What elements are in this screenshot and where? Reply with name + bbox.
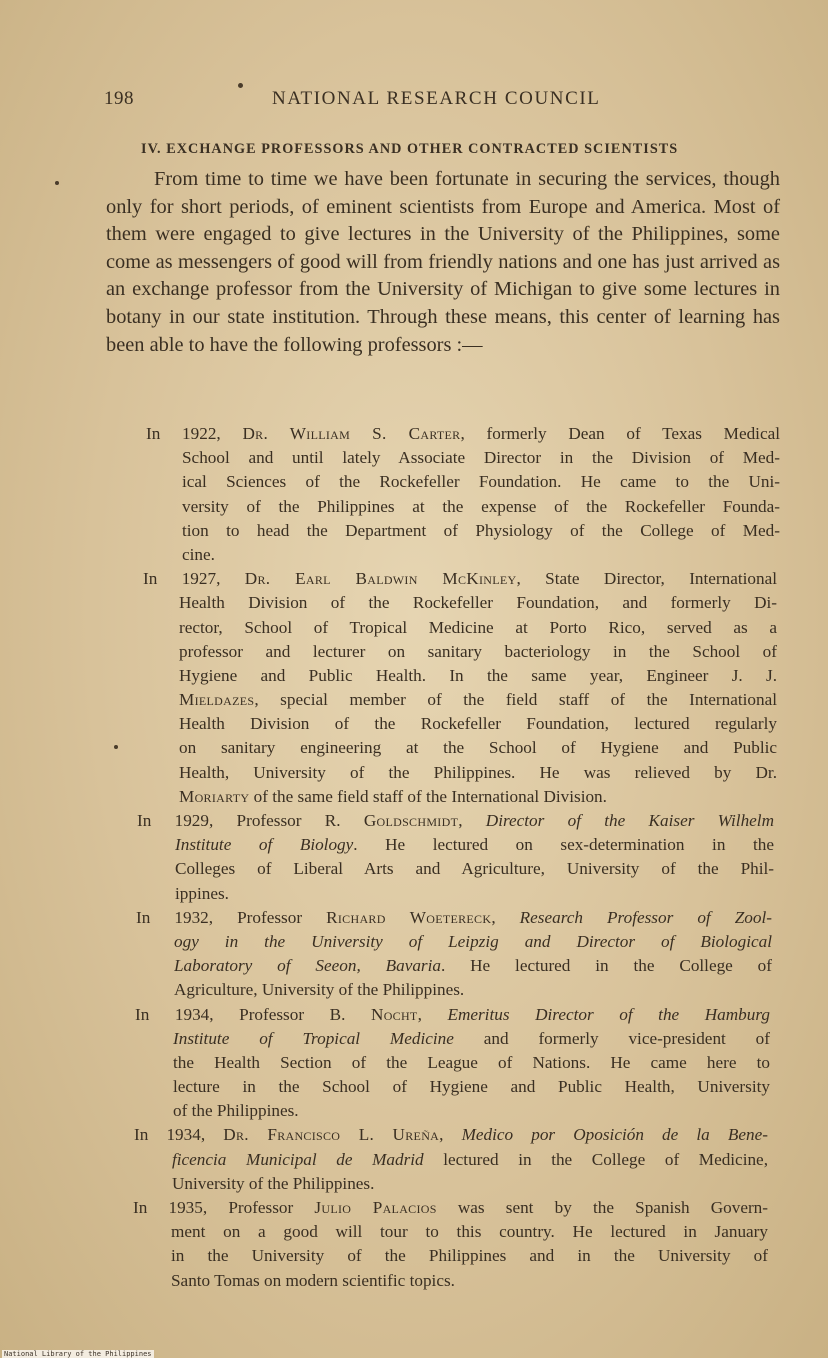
entry-text: cine. bbox=[182, 544, 215, 564]
entry-text: , formerly Dean of Texas Medical bbox=[460, 424, 780, 443]
entry-line bbox=[174, 930, 772, 954]
entry-text: of the Philippines. bbox=[173, 1101, 299, 1121]
person-name: Moriarty bbox=[179, 786, 250, 806]
entry-line bbox=[182, 495, 780, 519]
professor-entry bbox=[0, 422, 828, 567]
entry-text: , bbox=[439, 1125, 462, 1145]
entry-text: Agriculture, University of the Philippines. bbox=[174, 980, 465, 1000]
entry-text: ical Sciences of the Rockefeller Foundation. He came to the Uni- bbox=[182, 472, 780, 492]
entry-text: Santo Tomas on modern scientific topics. bbox=[171, 1270, 455, 1290]
title-italic: Institute of Biology bbox=[175, 835, 354, 855]
entry-line bbox=[135, 1003, 770, 1027]
entry-text: in the University of the Philippines and in the University of bbox=[171, 1246, 768, 1266]
entry-text: ment on a good will tour to this country. He lectured in January bbox=[171, 1222, 768, 1242]
person-name: Goldschmidt bbox=[363, 811, 459, 830]
entry-line bbox=[137, 809, 774, 833]
entry-text: Health, University of the Philippines. He was relieved by Dr. bbox=[179, 762, 777, 782]
entry-line bbox=[179, 736, 777, 760]
entry-text: tion to head the Department of Physiology of the College of Med- bbox=[182, 520, 780, 540]
entry-line bbox=[173, 1075, 770, 1099]
person-name: Julio Palacios bbox=[314, 1198, 437, 1217]
entry-line bbox=[173, 1027, 770, 1051]
entry-line bbox=[182, 470, 780, 494]
entry-text: . He lectured in the College of bbox=[440, 956, 772, 976]
entry-text: lectured in the College of Medicine, bbox=[423, 1149, 768, 1169]
entry-line bbox=[179, 591, 777, 615]
running-title: NATIONAL RESEARCH COUNCIL bbox=[272, 88, 601, 109]
entry-line bbox=[172, 1172, 768, 1196]
entry-text: School and until lately Associate Director in the Division of Med- bbox=[182, 448, 780, 468]
entry-text: Hygiene and Public Health. In the same year, Engineer J. J. bbox=[179, 665, 777, 685]
professor-entry bbox=[0, 567, 828, 809]
entry-text: Health Division of the Rockefeller Foundation, lectured regularly bbox=[179, 714, 777, 734]
entry-text: ippines. bbox=[175, 883, 229, 903]
entry-line bbox=[173, 1099, 770, 1123]
entry-text: , State Director, International bbox=[516, 569, 777, 589]
entry-line bbox=[146, 422, 780, 446]
entry-text: In 1927, bbox=[143, 569, 245, 589]
entry-text: versity of the Philippines at the expense of the Rockefeller Founda- bbox=[182, 496, 780, 516]
entry-text: . He lectured on sex-determination in the bbox=[353, 835, 774, 855]
section-title: IV. EXCHANGE PROFESSORS AND OTHER CONTRACTED SCIENTISTS bbox=[141, 141, 679, 157]
person-name: Dr. Earl Baldwin McKinley bbox=[244, 569, 517, 589]
title-italic: Emeritus Director of the Hamburg bbox=[447, 1004, 770, 1024]
page-header bbox=[0, 86, 828, 116]
library-credit: National Library of the Philippines bbox=[4, 1350, 152, 1358]
entry-line bbox=[179, 616, 777, 640]
entry-line bbox=[171, 1220, 768, 1244]
intro-paragraph: From time to time we have been fortunate in securing the services, though only for short periods, of eminent scientists from Europe and America. Most of them were engaged to give lectures in the University of the Philippines, some come as messengers of good will from friendly nations and one has just arrived as an exchange professor from the University of Michigan to give some lectures in botany in our state institution. Through these means, this center of learning has been able to have the following professors :— bbox=[106, 168, 780, 356]
entry-line bbox=[179, 664, 777, 688]
entry-line bbox=[173, 1051, 770, 1075]
entry-line bbox=[133, 1196, 768, 1220]
entry-text: rector, School of Tropical Medicine at Porto Rico, served as a bbox=[179, 617, 777, 637]
entry-line bbox=[175, 882, 774, 906]
entry-text: on sanitary engineering at the School of Hygiene and Public bbox=[179, 738, 777, 758]
entry-text: University of the Philippines. bbox=[172, 1173, 375, 1193]
entry-line bbox=[174, 978, 772, 1002]
entry-text: , bbox=[491, 907, 520, 927]
title-italic: Research Professor of Zool- bbox=[519, 907, 772, 927]
professor-entry bbox=[0, 1003, 828, 1124]
title-italic: Director of the Kaiser Wilhelm bbox=[485, 811, 774, 830]
entry-text: In 1932, Professor bbox=[136, 907, 327, 927]
entry-line bbox=[182, 543, 780, 567]
entry-line bbox=[179, 688, 777, 712]
ink-speck bbox=[238, 83, 243, 88]
entry-line bbox=[171, 1244, 768, 1268]
title-italic: ogy in the University of Leipzig and Director of Biological bbox=[174, 931, 772, 951]
person-name: Dr. William S. Carter bbox=[242, 424, 461, 443]
entry-text: lecture in the School of Hygiene and Public Health, University bbox=[173, 1077, 770, 1097]
entry-text: Colleges of Liberal Arts and Agriculture, University of the Phil- bbox=[175, 859, 774, 879]
professor-list bbox=[0, 422, 828, 1293]
entry-line bbox=[179, 761, 777, 785]
professor-entry bbox=[0, 1123, 828, 1196]
margin-mark bbox=[55, 181, 59, 185]
person-name: Nocht bbox=[370, 1004, 418, 1024]
entry-line bbox=[134, 1123, 768, 1147]
entry-line bbox=[136, 906, 772, 930]
person-name: Mieldazes bbox=[179, 690, 255, 710]
entry-text: Health Division of the Rockefeller Foundation, and formerly Di- bbox=[179, 593, 777, 613]
professor-entry bbox=[0, 809, 828, 906]
title-italic: Laboratory of Seeon, Bavaria bbox=[174, 956, 441, 976]
entry-text: In 1929, Professor R. bbox=[137, 811, 364, 830]
professor-entry bbox=[0, 1196, 828, 1293]
entry-text: In 1934, bbox=[134, 1125, 224, 1145]
entry-text: professor and lecturer on sanitary bacteriology in the School of bbox=[179, 641, 777, 661]
entry-text: , bbox=[458, 811, 486, 830]
entry-line bbox=[172, 1148, 768, 1172]
professor-entry bbox=[0, 906, 828, 1003]
entry-text: , special member of the field staff of the International bbox=[254, 690, 777, 710]
page-number: 198 bbox=[104, 88, 134, 109]
entry-text: was sent by the Spanish Govern- bbox=[436, 1198, 768, 1217]
entry-line bbox=[182, 446, 780, 470]
entry-line bbox=[143, 567, 777, 591]
title-italic: Medico por Oposición de la Bene- bbox=[461, 1125, 768, 1145]
person-name: Richard Woetereck bbox=[326, 907, 492, 927]
entry-line bbox=[174, 954, 772, 978]
entry-line bbox=[179, 640, 777, 664]
entry-line bbox=[171, 1269, 768, 1293]
entry-text: In 1934, Professor B. bbox=[135, 1004, 371, 1024]
entry-line bbox=[179, 712, 777, 736]
entry-text: and formerly vice-president of bbox=[453, 1028, 770, 1048]
title-italic: ficencia Municipal de Madrid bbox=[172, 1149, 424, 1169]
entry-text: the Health Section of the League of Nations. He came here to bbox=[173, 1052, 770, 1072]
person-name: Dr. Francisco L. Ureña bbox=[223, 1125, 440, 1145]
entry-line bbox=[175, 857, 774, 881]
entry-text: In 1935, Professor bbox=[133, 1198, 315, 1217]
entry-text: , bbox=[417, 1004, 448, 1024]
entry-line bbox=[175, 833, 774, 857]
title-italic: Institute of Tropical Medicine bbox=[173, 1028, 454, 1048]
entry-line bbox=[179, 785, 777, 809]
entry-text: In 1922, bbox=[146, 424, 243, 443]
entry-text: of the same field staff of the International Division. bbox=[249, 786, 607, 806]
entry-line bbox=[182, 519, 780, 543]
